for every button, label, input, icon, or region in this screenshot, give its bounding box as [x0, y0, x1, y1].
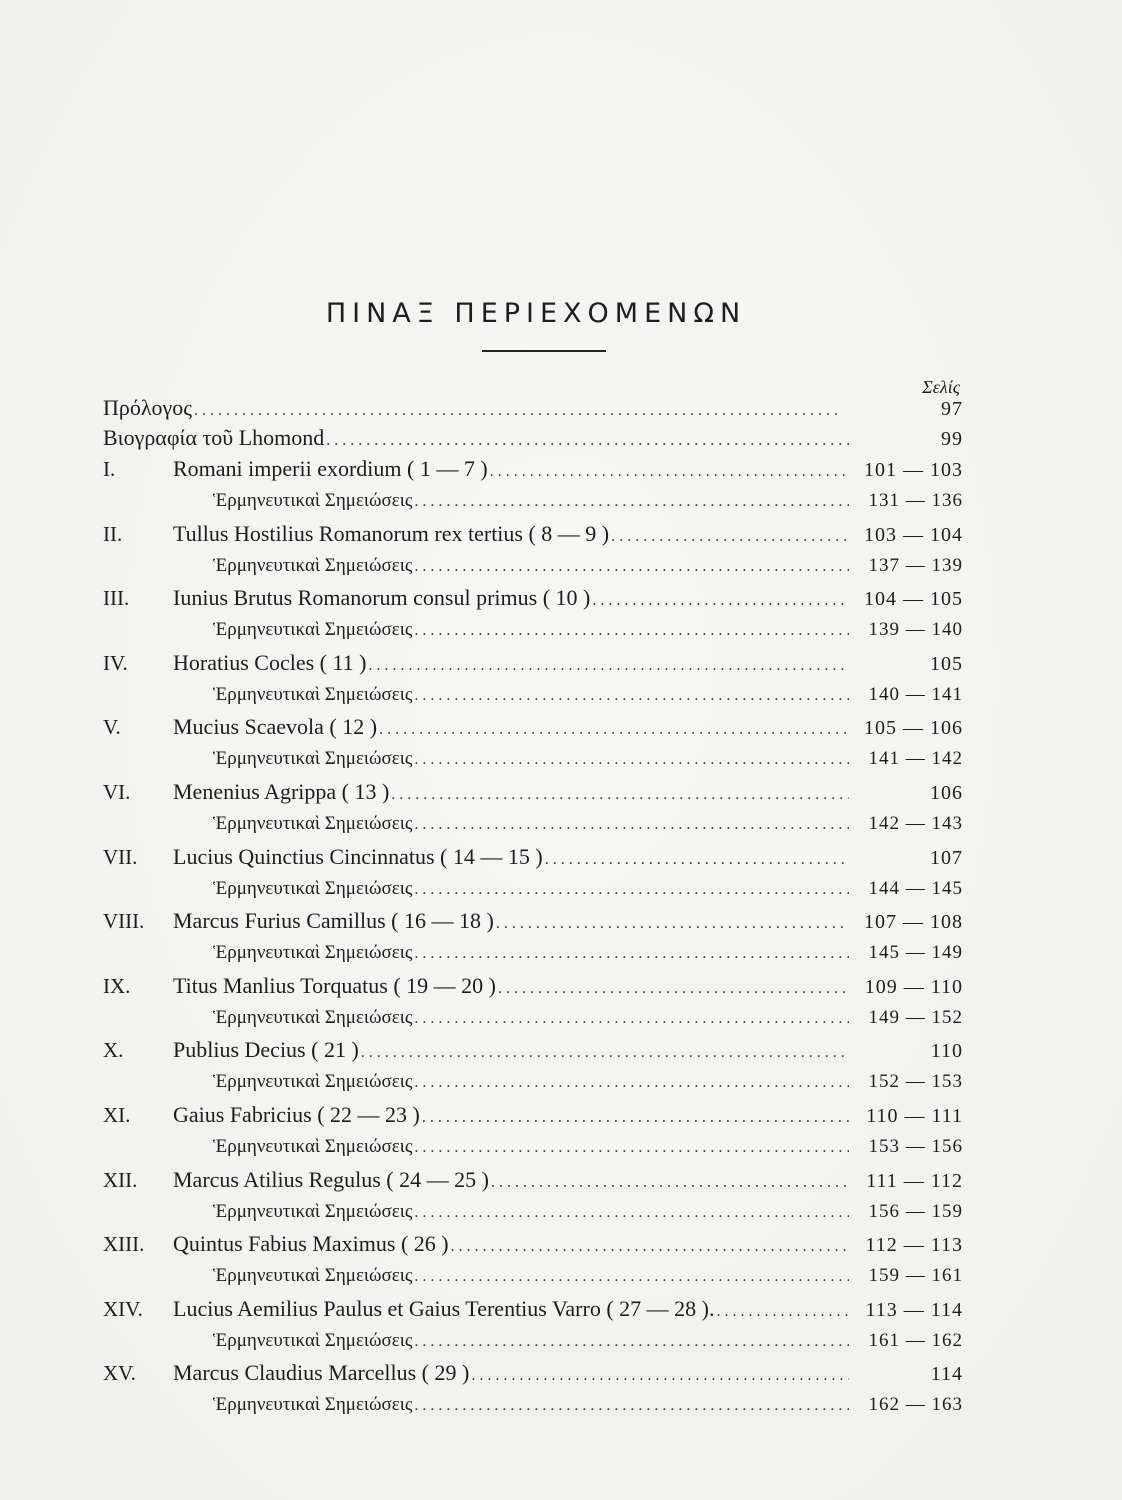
toc-row-notes: [103, 485, 963, 518]
chapter-pages: 101 — 103: [864, 459, 963, 481]
toc-row-chapter: [103, 1357, 963, 1389]
toc-row-notes: [103, 743, 963, 776]
toc-row-chapter: [103, 453, 963, 485]
chapter-title: Horatius Cocles ( 11 ): [173, 649, 367, 675]
chapter-pages: 104 — 105: [864, 588, 963, 611]
toc-row-front: [103, 393, 963, 423]
toc-row-notes: [103, 1260, 963, 1293]
dot-leader: [471, 1360, 849, 1392]
chapter-title: Mucius Scaevola ( 12 ): [173, 714, 378, 740]
entry-pages: 97: [941, 398, 963, 420]
chapter-numeral: XV.: [103, 1361, 136, 1386]
dot-leader: [414, 615, 849, 648]
toc-row-notes: [103, 1066, 963, 1099]
chapter-pages: 105 — 106: [864, 717, 963, 740]
notes-pages: 153 — 156: [868, 1135, 963, 1157]
dot-leader: [379, 714, 849, 746]
notes-pages: 141 — 142: [868, 748, 963, 770]
chapter-title: Gaius Fabricius ( 22 — 23 ): [173, 1101, 420, 1127]
entry-title: Πρόλογος: [103, 395, 192, 420]
notes-pages: 137 — 139: [868, 554, 963, 576]
toc-row-notes: [103, 1325, 963, 1358]
dot-leader: [414, 1197, 849, 1230]
dot-leader: [545, 844, 849, 876]
chapter-numeral: XI.: [103, 1102, 131, 1127]
toc-row-notes: [103, 679, 963, 712]
chapter-numeral: IX.: [103, 973, 131, 998]
notes-label: Ἑρμηνευτικαὶ Σημειώσεις: [213, 1006, 413, 1028]
chapter-numeral: VII.: [103, 844, 138, 869]
chapter-pages: 113 — 114: [865, 1298, 963, 1321]
chapter-title: Tullus Hostilius Romanorum rex tertius ( 8 — 9 ): [173, 520, 610, 546]
chapter-numeral: XII.: [103, 1167, 138, 1192]
notes-pages: 145 — 149: [868, 942, 963, 964]
chapter-numeral: VIII.: [103, 909, 145, 934]
notes-label: Ἑρμηνευτικαὶ Σημειώσεις: [213, 490, 413, 511]
notes-label: Ἑρμηνευτικαὶ Σημειώσεις: [213, 748, 413, 770]
chapter-numeral: VI.: [103, 779, 131, 804]
notes-label: Ἑρμηνευτικαὶ Σημειώσεις: [213, 1394, 413, 1416]
notes-label: Ἑρμηνευτικαὶ Σημειώσεις: [213, 619, 413, 641]
notes-pages: 144 — 145: [868, 877, 963, 899]
toc-row-chapter: [103, 776, 963, 808]
dot-leader: [414, 486, 849, 519]
dot-leader: [361, 1037, 849, 1069]
notes-label: Ἑρμηνευτικαὶ Σημειώσεις: [213, 1200, 413, 1222]
dot-leader: [414, 1067, 849, 1100]
chapter-numeral: III.: [103, 586, 130, 611]
chapter-pages: 103 — 104: [864, 523, 963, 546]
chapter-numeral: V.: [103, 715, 121, 740]
dot-leader: [326, 426, 849, 456]
toc-row-notes: [103, 873, 963, 906]
chapter-title: Quintus Fabius Maximus ( 26 ): [173, 1231, 449, 1257]
notes-pages: 142 — 143: [868, 812, 963, 834]
dot-leader: [496, 908, 849, 940]
table-of-contents: [103, 393, 963, 1422]
dot-leader: [414, 938, 849, 971]
chapter-title: Lucius Quinctius Cincinnatus ( 14 — 15 ): [173, 843, 543, 869]
dot-leader: [414, 809, 849, 842]
chapter-pages: 111 — 112: [866, 1169, 963, 1192]
toc-row-chapter: [103, 1293, 963, 1325]
chapter-numeral: IV.: [103, 650, 128, 675]
chapter-pages: 105: [930, 652, 963, 675]
chapter-numeral: XIV.: [103, 1296, 143, 1321]
entry-pages: 99: [941, 428, 963, 450]
chapter-title: Titus Manlius Torquatus ( 19 — 20 ): [173, 972, 496, 998]
dot-leader: [414, 744, 849, 777]
toc-row-notes: [103, 1389, 963, 1422]
title-rule: [482, 350, 606, 352]
notes-pages: 139 — 140: [868, 619, 963, 641]
dot-leader: [194, 396, 849, 426]
toc-row-chapter: [103, 905, 963, 937]
notes-pages: 162 — 163: [868, 1394, 963, 1416]
toc-row-chapter: [103, 1099, 963, 1131]
dot-leader: [414, 1326, 849, 1359]
notes-label: Ἑρμηνευτικαὶ Σημειώσεις: [213, 1135, 413, 1157]
entry-title: Βιογραφία τοῦ Lhomond: [103, 425, 325, 450]
chapter-title: Marcus Atilius Regulus ( 24 — 25 ): [173, 1166, 489, 1192]
toc-row-chapter: [103, 1164, 963, 1196]
notes-label: Ἑρμηνευτικαὶ Σημειώσεις: [213, 812, 413, 834]
toc-row-notes: [103, 1196, 963, 1229]
notes-label: Ἑρμηνευτικαὶ Σημειώσεις: [213, 554, 413, 576]
chapter-pages: 109 — 110: [864, 975, 963, 998]
chapter-title: Marcus Furius Camillus ( 16 — 18 ): [173, 908, 494, 934]
toc-row-chapter: [103, 1034, 963, 1066]
toc-row-notes: [103, 1002, 963, 1035]
notes-label: Ἑρμηνευτικαὶ Σημειώσεις: [213, 942, 413, 964]
toc-row-chapter: [103, 711, 963, 743]
toc-row-chapter: [103, 518, 963, 550]
toc-row-notes: [103, 937, 963, 970]
toc-row-chapter: [103, 1228, 963, 1260]
notes-pages: 140 — 141: [868, 683, 963, 705]
notes-label: Ἑρμηνευτικαὶ Σημειώσεις: [213, 877, 413, 899]
chapter-numeral: XIII.: [103, 1232, 145, 1257]
chapter-pages: 106: [930, 781, 963, 804]
dot-leader: [414, 1132, 849, 1165]
dot-leader: [414, 551, 849, 584]
chapter-pages: 110 — 111: [866, 1104, 963, 1127]
dot-leader: [414, 1003, 849, 1036]
toc-row-chapter: [103, 582, 963, 614]
chapter-title: Publius Decius ( 21 ): [173, 1037, 359, 1063]
chapter-title: Romani imperii exordium ( 1 — 7 ): [173, 456, 488, 481]
chapter-title: Lucius Aemilius Paulus et Gaius Terentius Varro ( 27 — 28 ).: [173, 1295, 715, 1321]
chapter-numeral: X.: [103, 1038, 124, 1063]
dot-leader: [592, 585, 849, 617]
dot-leader: [414, 1261, 849, 1294]
toc-row-front: [103, 423, 963, 453]
toc-row-notes: [103, 808, 963, 841]
dot-leader: [498, 973, 849, 1005]
dot-leader: [451, 1231, 849, 1263]
dot-leader: [716, 1296, 849, 1328]
notes-pages: 159 — 161: [868, 1265, 963, 1287]
notes-pages: 161 — 162: [868, 1329, 963, 1351]
chapter-title: Iunius Brutus Romanorum consul primus ( 10 ): [173, 585, 591, 611]
notes-label: Ἑρμηνευτικαὶ Σημειώσεις: [213, 1329, 413, 1351]
dot-leader: [391, 779, 849, 811]
dot-leader: [368, 650, 849, 682]
chapter-numeral: II.: [103, 521, 123, 546]
toc-row-notes: [103, 550, 963, 583]
dot-leader: [414, 874, 849, 907]
chapter-title: Menenius Agrippa ( 13 ): [173, 778, 390, 804]
notes-label: Ἑρμηνευτικαὶ Σημειώσεις: [213, 1265, 413, 1287]
notes-pages: 131 — 136: [868, 490, 963, 511]
page-column-heading: Σελίς: [922, 377, 960, 397]
toc-row-notes: [103, 614, 963, 647]
toc-row-chapter: [103, 970, 963, 1002]
notes-label: Ἑρμηνευτικαὶ Σημειώσεις: [213, 683, 413, 705]
dot-leader: [490, 456, 849, 488]
chapter-numeral: I.: [103, 457, 116, 481]
toc-row-notes: [103, 1131, 963, 1164]
dot-leader: [422, 1102, 849, 1134]
dot-leader: [491, 1167, 849, 1199]
chapter-title: Marcus Claudius Marcellus ( 29 ): [173, 1360, 470, 1386]
page-title: ΠΙΝΑΞ ΠΕΡΙΕΧΟΜΕΝΩΝ: [325, 298, 747, 329]
chapter-pages: 110: [930, 1040, 963, 1063]
notes-pages: 152 — 153: [868, 1071, 963, 1093]
dot-leader: [414, 1390, 849, 1423]
dot-leader: [611, 521, 849, 553]
notes-pages: 149 — 152: [868, 1006, 963, 1028]
chapter-list: [103, 453, 963, 1422]
chapter-pages: 114: [930, 1363, 963, 1386]
notes-pages: 156 — 159: [868, 1200, 963, 1222]
toc-row-chapter: [103, 841, 963, 873]
toc-row-chapter: [103, 647, 963, 679]
dot-leader: [414, 680, 849, 713]
chapter-pages: 107 — 108: [864, 911, 963, 934]
chapter-pages: 112 — 113: [865, 1234, 963, 1257]
chapter-pages: 107: [930, 846, 963, 869]
notes-label: Ἑρμηνευτικαὶ Σημειώσεις: [213, 1071, 413, 1093]
